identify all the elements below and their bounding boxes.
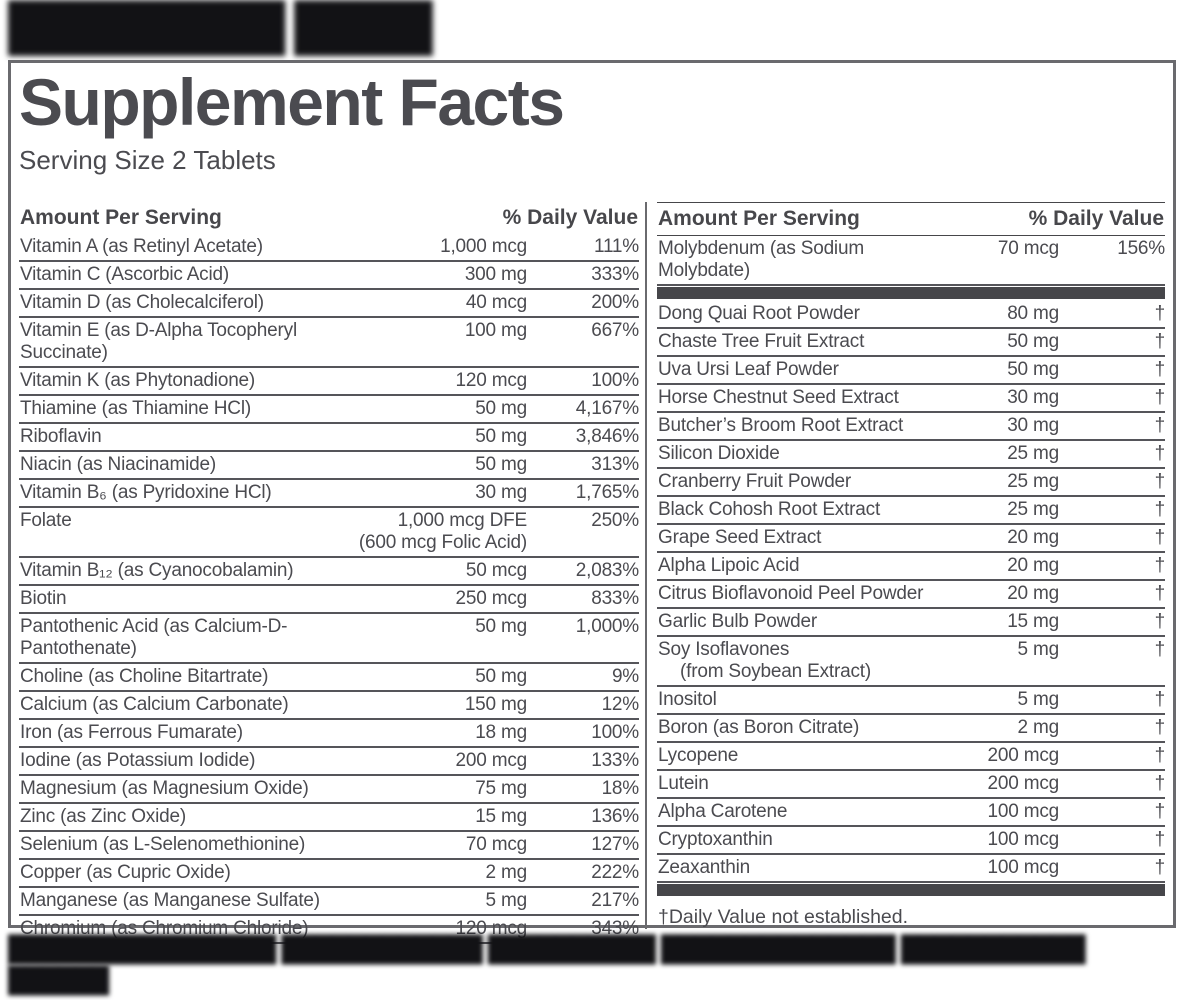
ingredient-name: Riboflavin <box>20 426 102 447</box>
ingredient-amount: 1,000 mcg DFE (600 mcg Folic Acid) <box>358 510 527 553</box>
ingredient-row <box>19 692 639 720</box>
ingredient-row <box>19 888 639 916</box>
ingredient-name: Uva Ursi Leaf Powder <box>658 359 839 380</box>
daily-value-label: % Daily Value <box>1028 207 1164 231</box>
ingredient-amount: 20 mg <box>1007 527 1059 548</box>
ingredient-amount: 200 mcg <box>987 773 1059 794</box>
ingredient-daily-value: 217% <box>591 890 639 911</box>
ingredient-daily-value: 343% <box>591 918 639 939</box>
ingredient-daily-value: † <box>1154 829 1165 850</box>
ingredient-row <box>657 581 1165 609</box>
ingredient-name: Cranberry Fruit Powder <box>658 471 852 492</box>
ingredient-name: Choline (as Choline Bitartrate) <box>20 666 269 687</box>
ingredient-daily-value: † <box>1154 499 1165 520</box>
daily-value-label: % Daily Value <box>502 206 638 229</box>
ingredient-amount: 15 mg <box>1007 611 1059 632</box>
ingredient-daily-value: † <box>1154 639 1165 660</box>
ingredient-name: Manganese (as Manganese Sulfate) <box>20 890 320 911</box>
ingredient-daily-value: 9% <box>611 666 639 687</box>
ingredient-name: Garlic Bulb Powder <box>658 611 818 632</box>
ingredient-amount: 80 mg <box>1007 303 1059 324</box>
ingredient-name: Cryptoxanthin <box>658 829 773 850</box>
ingredient-name: Thiamine (as Thiamine HCl) <box>20 398 251 419</box>
ingredient-amount: 50 mg <box>1007 359 1059 380</box>
ingredient-amount: 25 mg <box>1007 499 1059 520</box>
footer-text-redacted <box>8 934 1085 996</box>
ingredient-amount: 70 mcg <box>465 834 527 855</box>
ingredient-amount: 1,000 mcg <box>440 236 527 257</box>
ingredient-amount: 70 mcg <box>997 238 1059 259</box>
ingredient-amount: 5 mg <box>1017 689 1059 710</box>
ingredient-amount: 50 mg <box>475 426 527 447</box>
amount-per-serving-label: Amount Per Serving <box>20 206 222 229</box>
ingredient-row <box>19 318 639 368</box>
ingredient-amount-subline: (600 mcg Folic Acid) <box>358 532 527 553</box>
ingredient-row <box>19 452 639 480</box>
ingredient-daily-value: † <box>1154 527 1165 548</box>
ingredient-row <box>19 860 639 888</box>
serving-size-text: Serving Size 2 Tablets <box>19 145 276 175</box>
ingredient-amount: 50 mg <box>475 454 527 475</box>
ingredient-name: Lycopene <box>658 745 739 766</box>
ingredient-name: Alpha Carotene <box>658 801 788 822</box>
ingredient-row <box>657 525 1165 553</box>
ingredient-row <box>657 385 1165 413</box>
ingredient-daily-value: 250% <box>591 510 639 531</box>
ingredient-row <box>657 413 1165 441</box>
ingredient-amount: 50 mcg <box>465 560 527 581</box>
ingredient-row <box>19 776 639 804</box>
ingredient-row <box>657 329 1165 357</box>
ingredient-name: Iodine (as Potassium Iodide) <box>20 750 256 771</box>
ingredient-name: Vitamin K (as Phytonadione) <box>20 370 256 391</box>
ingredient-amount: 150 mg <box>464 694 527 715</box>
ingredient-amount: 30 mg <box>475 482 527 503</box>
ingredient-name: Molybdenum (as Sodium Molybdate) <box>658 238 864 281</box>
ingredient-amount: 75 mg <box>475 778 527 799</box>
ingredient-row <box>657 855 1165 883</box>
supplement-facts-panel <box>8 60 1176 939</box>
ingredient-daily-value: † <box>1154 717 1165 738</box>
ingredient-daily-value: † <box>1154 471 1165 492</box>
ingredient-amount: 100 mg <box>464 320 527 341</box>
ingredient-name: Chaste Tree Fruit Extract <box>658 331 865 352</box>
ingredient-row <box>657 771 1165 799</box>
ingredient-row <box>19 396 639 424</box>
ingredient-daily-value: † <box>1154 443 1165 464</box>
ingredient-row <box>19 720 639 748</box>
column-header-right <box>657 203 1165 235</box>
facts-table <box>19 202 1165 939</box>
ingredient-name: Copper (as Cupric Oxide) <box>20 862 231 883</box>
ingredient-row <box>657 236 1165 286</box>
ingredient-name: Vitamin E (as D-Alpha Tocopheryl Succinate) <box>20 320 297 363</box>
ingredient-row <box>19 368 639 396</box>
ingredient-daily-value: 3,846% <box>575 426 639 447</box>
ingredient-daily-value: 133% <box>591 750 639 771</box>
ingredient-row <box>19 558 639 586</box>
ingredient-row <box>19 234 639 262</box>
facts-column-right <box>647 202 1165 929</box>
ingredient-daily-value: † <box>1154 689 1165 710</box>
thick-divider-bar <box>657 287 1165 299</box>
ingredient-row <box>19 290 639 318</box>
ingredient-amount: 50 mg <box>475 616 527 637</box>
ingredient-row <box>657 469 1165 497</box>
ingredient-daily-value: † <box>1154 331 1165 352</box>
ingredient-daily-value: 100% <box>591 722 639 743</box>
ingredient-daily-value: 2,083% <box>575 560 639 581</box>
ingredient-daily-value: 136% <box>591 806 639 827</box>
ingredient-amount: 200 mcg <box>987 745 1059 766</box>
facts-column-left <box>19 202 645 939</box>
ingredient-amount: 5 mg <box>485 890 527 911</box>
ingredient-row <box>19 480 639 508</box>
amount-per-serving-label: Amount Per Serving <box>658 207 860 231</box>
ingredient-daily-value: † <box>1154 611 1165 632</box>
ingredient-amount: 120 mcg <box>455 370 527 391</box>
ingredient-amount: 20 mg <box>1007 555 1059 576</box>
ingredient-amount: 25 mg <box>1007 471 1059 492</box>
ingredient-name: Black Cohosh Root Extract <box>658 499 881 520</box>
ingredient-amount: 15 mg <box>475 806 527 827</box>
ingredient-row <box>19 614 639 664</box>
ingredient-name: Vitamin D (as Cholecalciferol) <box>20 292 264 313</box>
ingredient-row <box>657 497 1165 525</box>
thick-divider-bar <box>657 884 1165 896</box>
ingredient-name: Folate <box>20 510 72 531</box>
ingredient-daily-value: 833% <box>591 588 639 609</box>
ingredient-name: Alpha Lipoic Acid <box>658 555 800 576</box>
ingredient-name: Grape Seed Extract <box>658 527 822 548</box>
ingredient-daily-value: 127% <box>591 834 639 855</box>
ingredient-name: Vitamin C (Ascorbic Acid) <box>20 264 229 285</box>
ingredient-row <box>19 508 639 558</box>
ingredient-daily-value: † <box>1154 387 1165 408</box>
ingredient-amount: 250 mcg <box>455 588 527 609</box>
ingredient-daily-value: 100% <box>591 370 639 391</box>
ingredient-daily-value: 111% <box>594 236 639 257</box>
ingredient-amount: 100 mcg <box>987 829 1059 850</box>
ingredient-name: Boron (as Boron Citrate) <box>658 717 860 738</box>
ingredient-name: Selenium (as L-Selenomethionine) <box>20 834 306 855</box>
ingredient-name: Vitamin B₆ (as Pyridoxine HCl) <box>20 482 272 503</box>
ingredient-amount: 120 mcg <box>455 918 527 939</box>
ingredient-daily-value: † <box>1154 415 1165 436</box>
ingredient-daily-value: 18% <box>601 778 639 799</box>
ingredient-daily-value: † <box>1154 773 1165 794</box>
ingredient-row <box>657 687 1165 715</box>
ingredient-daily-value: 667% <box>591 320 639 341</box>
ingredient-amount: 50 mg <box>475 398 527 419</box>
ingredient-amount: 25 mg <box>1007 443 1059 464</box>
ingredient-name: Zeaxanthin <box>658 857 751 878</box>
ingredient-amount: 200 mcg <box>455 750 527 771</box>
ingredient-row <box>19 664 639 692</box>
ingredient-daily-value: † <box>1154 303 1165 324</box>
ingredient-row <box>657 827 1165 855</box>
ingredient-daily-value: 333% <box>591 264 639 285</box>
ingredient-row <box>657 609 1165 637</box>
ingredient-amount: 100 mcg <box>987 801 1059 822</box>
ingredient-name: Zinc (as Zinc Oxide) <box>20 806 186 827</box>
ingredient-name: Pantothenic Acid (as Calcium-D-Pantothenate) <box>20 616 288 659</box>
ingredient-name: Butcher’s Broom Root Extract <box>658 415 904 436</box>
ingredient-row <box>19 424 639 452</box>
product-title-redacted: █████████ ████▌ <box>8 0 448 52</box>
ingredient-daily-value: † <box>1154 555 1165 576</box>
ingredient-amount: 50 mg <box>475 666 527 687</box>
ingredient-daily-value: † <box>1154 857 1165 878</box>
ingredient-daily-value: † <box>1154 801 1165 822</box>
ingredient-daily-value: † <box>1154 745 1165 766</box>
ingredient-daily-value: † <box>1154 359 1165 380</box>
ingredient-name: Vitamin B₁₂ (as Cyanocobalamin) <box>20 560 294 581</box>
ingredient-row <box>657 553 1165 581</box>
ingredient-row <box>657 799 1165 827</box>
ingredient-rows-right <box>657 236 1165 898</box>
ingredient-name: Citrus Bioflavonoid Peel Powder <box>658 583 924 604</box>
ingredient-row <box>657 301 1165 329</box>
ingredient-name: Silicon Dioxide <box>658 443 780 464</box>
column-header-left <box>19 202 639 234</box>
ingredient-name: Lutein <box>658 773 709 794</box>
ingredient-amount: 300 mg <box>464 264 527 285</box>
ingredient-amount: 100 mcg <box>987 857 1059 878</box>
ingredient-row <box>657 357 1165 385</box>
ingredient-daily-value: 4,167% <box>575 398 639 419</box>
ingredient-row <box>19 262 639 290</box>
ingredient-daily-value: 222% <box>591 862 639 883</box>
ingredient-name: Chromium (as Chromium Chloride) <box>20 918 309 939</box>
footer-line-redacted: ██████ <box>8 966 109 994</box>
footer-line-redacted: ████████████████ ████████████ ██████████ ██████████████ ███████████ <box>8 935 1085 963</box>
ingredient-daily-value: 200% <box>591 292 639 313</box>
ingredient-amount: 2 mg <box>1017 717 1059 738</box>
ingredient-row <box>657 715 1165 743</box>
ingredient-name: Niacin (as Niacinamide) <box>20 454 217 475</box>
ingredient-amount: 20 mg <box>1007 583 1059 604</box>
ingredient-daily-value: 156% <box>1117 238 1165 259</box>
ingredient-daily-value: 1,765% <box>575 482 639 503</box>
ingredient-amount: 30 mg <box>1007 387 1059 408</box>
ingredient-row <box>19 832 639 860</box>
ingredient-name: Iron (as Ferrous Fumarate) <box>20 722 243 743</box>
ingredient-amount: 30 mg <box>1007 415 1059 436</box>
ingredient-daily-value: † <box>1154 583 1165 604</box>
ingredient-row <box>657 743 1165 771</box>
daily-value-footnote: †Daily Value not established. <box>658 906 909 928</box>
ingredient-name: Calcium (as Calcium Carbonate) <box>20 694 289 715</box>
ingredient-name: Biotin <box>20 588 67 609</box>
ingredient-amount: 50 mg <box>1007 331 1059 352</box>
ingredient-name: Soy Isoflavones (from Soybean Extract) <box>658 639 939 683</box>
ingredient-name: Horse Chestnut Seed Extract <box>658 387 899 408</box>
ingredient-name-subline: (from Soybean Extract) <box>680 661 871 682</box>
ingredient-daily-value: 12% <box>601 694 639 715</box>
ingredient-name: Inositol <box>658 689 717 710</box>
ingredient-row <box>19 804 639 832</box>
ingredient-row <box>19 586 639 614</box>
ingredient-amount: 2 mg <box>485 862 527 883</box>
ingredient-daily-value: 1,000% <box>575 616 639 637</box>
ingredient-name: Dong Quai Root Powder <box>658 303 860 324</box>
ingredient-row <box>657 441 1165 469</box>
ingredient-name: Vitamin A (as Retinyl Acetate) <box>20 236 263 257</box>
ingredient-amount: 18 mg <box>475 722 527 743</box>
ingredient-row <box>19 748 639 776</box>
ingredient-amount: 5 mg <box>1017 639 1059 660</box>
ingredient-row <box>657 637 1165 687</box>
ingredient-name: Magnesium (as Magnesium Oxide) <box>20 778 309 799</box>
ingredient-rows-left <box>19 234 639 944</box>
panel-title: Supplement Facts <box>19 65 564 139</box>
ingredient-amount: 40 mcg <box>465 292 527 313</box>
ingredient-daily-value: 313% <box>591 454 639 475</box>
